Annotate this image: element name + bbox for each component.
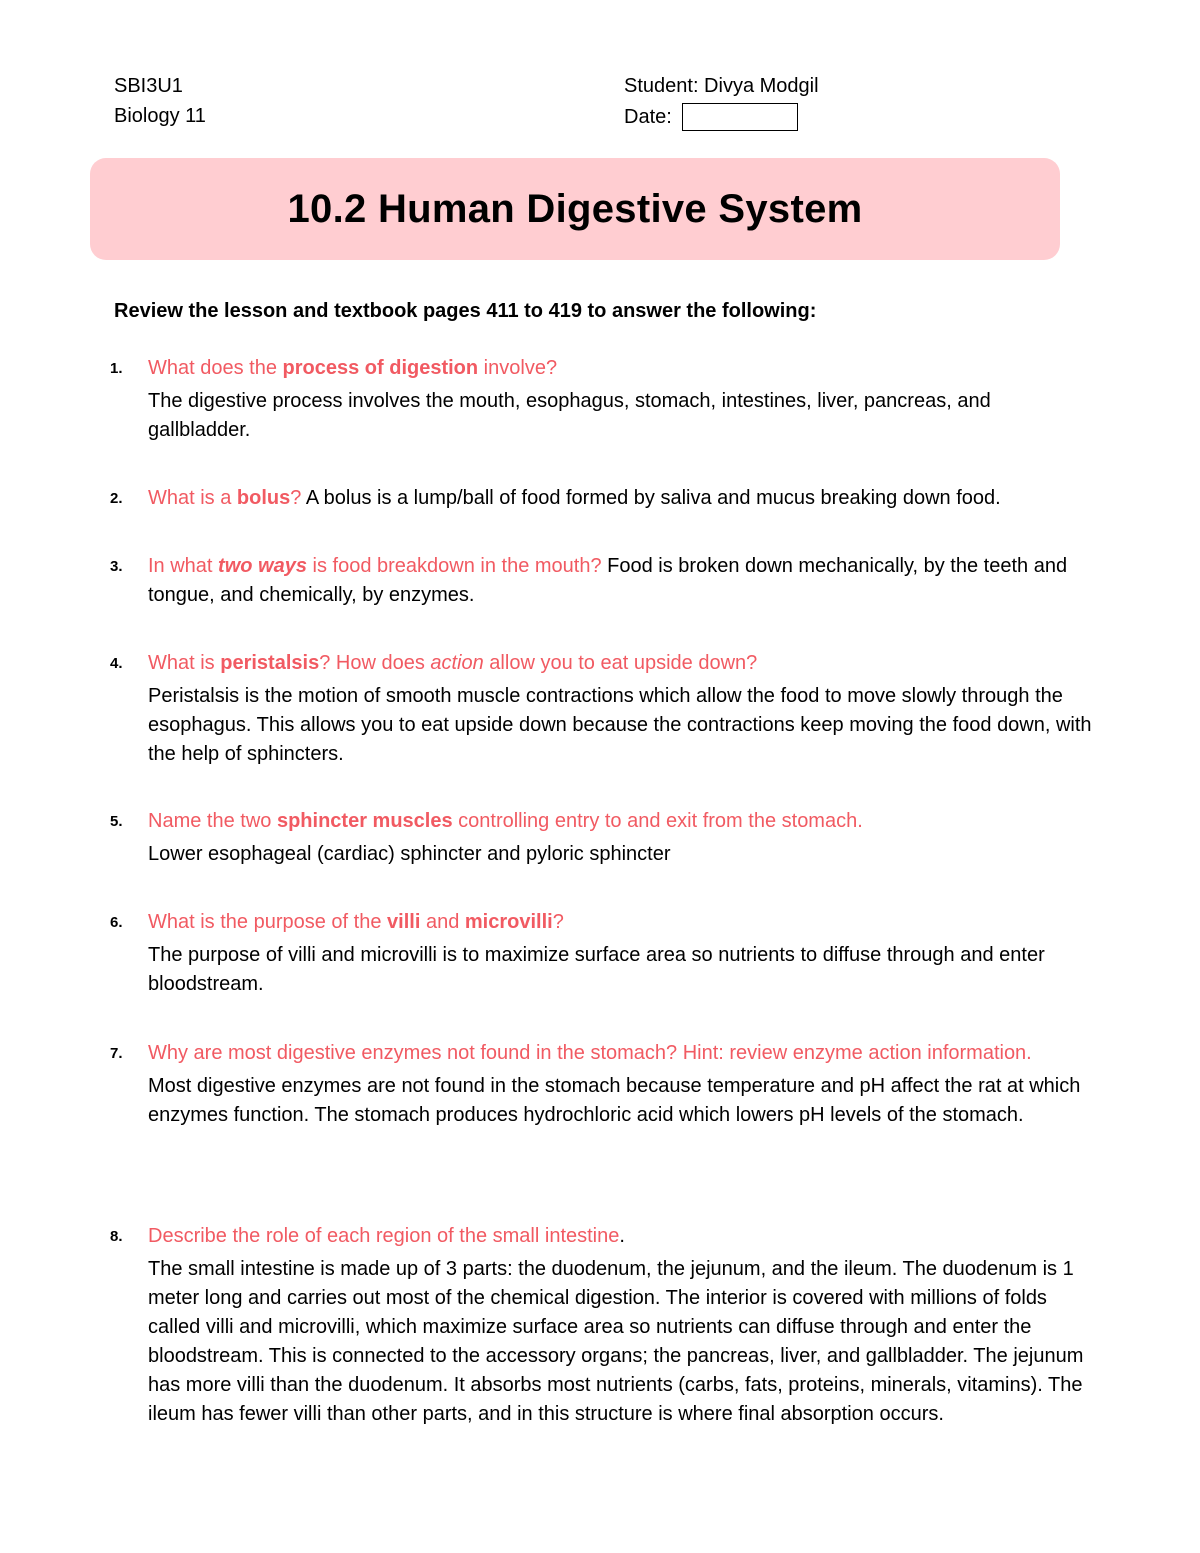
question-keyword: sphincter muscles xyxy=(276,810,453,832)
question-text-part: is food breakdown in the mouth? xyxy=(306,555,602,577)
question-keyword: microvilli xyxy=(464,911,553,933)
question-text xyxy=(148,487,301,509)
question-number: 3. xyxy=(110,558,123,575)
question-number: 6. xyxy=(110,914,123,931)
question-2 xyxy=(110,484,1095,513)
question-number: 1. xyxy=(110,360,123,377)
question-text-part: What is the purpose of the xyxy=(148,911,388,933)
question-text-part: and xyxy=(420,911,465,933)
question-text xyxy=(148,911,564,933)
course-info xyxy=(114,72,206,132)
answer-text: The purpose of villi and microvilli is to maximize surface area so nutrients to diffuse through and enter bloodstream. xyxy=(148,944,1045,995)
title-banner xyxy=(90,158,1060,260)
question-keyword: bolus xyxy=(236,487,291,509)
instructions: Review the lesson and textbook pages 411 to 419 to answer the following: xyxy=(114,300,817,322)
student-name: Student: Divya Modgil xyxy=(624,75,819,97)
question-8 xyxy=(110,1222,1095,1429)
course-name: Biology 11 xyxy=(114,105,206,127)
question-6 xyxy=(110,908,1095,999)
date-label: Date: xyxy=(624,106,672,128)
question-text-part: What does the xyxy=(148,357,283,379)
question-number: 5. xyxy=(110,813,123,830)
question-text-part: In what xyxy=(148,555,219,577)
question-1 xyxy=(110,354,1095,445)
answer-text: Food is broken down mechanically, by the teeth and tongue, and chemically, by enzymes. xyxy=(148,555,1068,606)
student-info xyxy=(624,72,819,132)
question-number: 8. xyxy=(110,1228,123,1245)
question-text: Why are most digestive enzymes not found in the stomach? Hint: review enzyme action information. xyxy=(148,1042,1032,1064)
answer-text: Lower esophageal (cardiac) sphincter and pyloric sphincter xyxy=(148,843,671,865)
answer-text: A bolus is a lump/ball of food formed by saliva and mucus breaking down food. xyxy=(301,487,1001,509)
question-7 xyxy=(110,1039,1095,1130)
question-text: Describe the role of each region of the small intestine xyxy=(148,1225,620,1247)
question-keyword: peristalsis xyxy=(220,652,320,674)
question-3 xyxy=(110,552,1095,610)
question-text-part: ? How does xyxy=(319,652,431,674)
answer-text: The digestive process involves the mouth, esophagus, stomach, intestines, liver, pancreas, and gallbladder. xyxy=(148,390,991,441)
question-text-part: allow you to eat upside down? xyxy=(483,652,758,674)
course-code: SBI3U1 xyxy=(114,75,183,97)
question-keyword: process of digestion xyxy=(282,357,479,379)
question-text-part: Name the two xyxy=(148,810,277,832)
answer-text: Most digestive enzymes are not found in the stomach because temperature and pH affect the rat at which enzymes function. The stomach produces hydrochloric acid which lowers pH levels of the stomach. xyxy=(148,1075,1081,1126)
answer-text: Peristalsis is the motion of smooth muscle contractions which allow the food to move slowly through the esophagus. This allows you to eat upside down because the contractions keep moving the food down, with the help of sphincters. xyxy=(148,685,1092,765)
question-text-part: controlling entry to and exit from the stomach. xyxy=(452,810,863,832)
question-text xyxy=(148,357,557,379)
question-text xyxy=(148,810,863,832)
question-text-part: What is xyxy=(148,652,221,674)
question-emphasis: action xyxy=(430,652,484,674)
question-text-part: ? xyxy=(290,487,302,509)
question-number: 4. xyxy=(110,655,123,672)
question-4 xyxy=(110,649,1095,769)
question-text-part: involve? xyxy=(478,357,558,379)
question-text-part: What is a xyxy=(148,487,237,509)
question-5 xyxy=(110,807,1095,869)
question-text-part: ? xyxy=(552,911,564,933)
question-keyword: villi xyxy=(387,911,421,933)
question-emphasis: two ways xyxy=(218,555,307,577)
question-text xyxy=(148,652,757,674)
date-row xyxy=(624,102,819,132)
page-title: 10.2 Human Digestive System xyxy=(287,186,863,231)
question-number: 2. xyxy=(110,490,123,507)
question-text xyxy=(148,555,602,577)
date-field[interactable] xyxy=(682,103,798,131)
question-period: . xyxy=(619,1225,625,1247)
question-number: 7. xyxy=(110,1045,123,1062)
answer-text: The small intestine is made up of 3 parts: the duodenum, the jejunum, and the ileum. The duodenum is 1 meter long and carries out most of the chemical digestion. The interior is covered with millions of folds called villi and microvilli, which maximize surface area so nutrients can diffuse through and enter the bloodstream. This is connected to the accessory organs; the pancreas, liver, and gallbladder. The jejunum has more villi than the duodenum. It absorbs most nutrients (carbs, fats, proteins, minerals, vitamins). The ileum has fewer villi than other parts, and in this structure is where final absorption occurs. xyxy=(148,1258,1084,1425)
